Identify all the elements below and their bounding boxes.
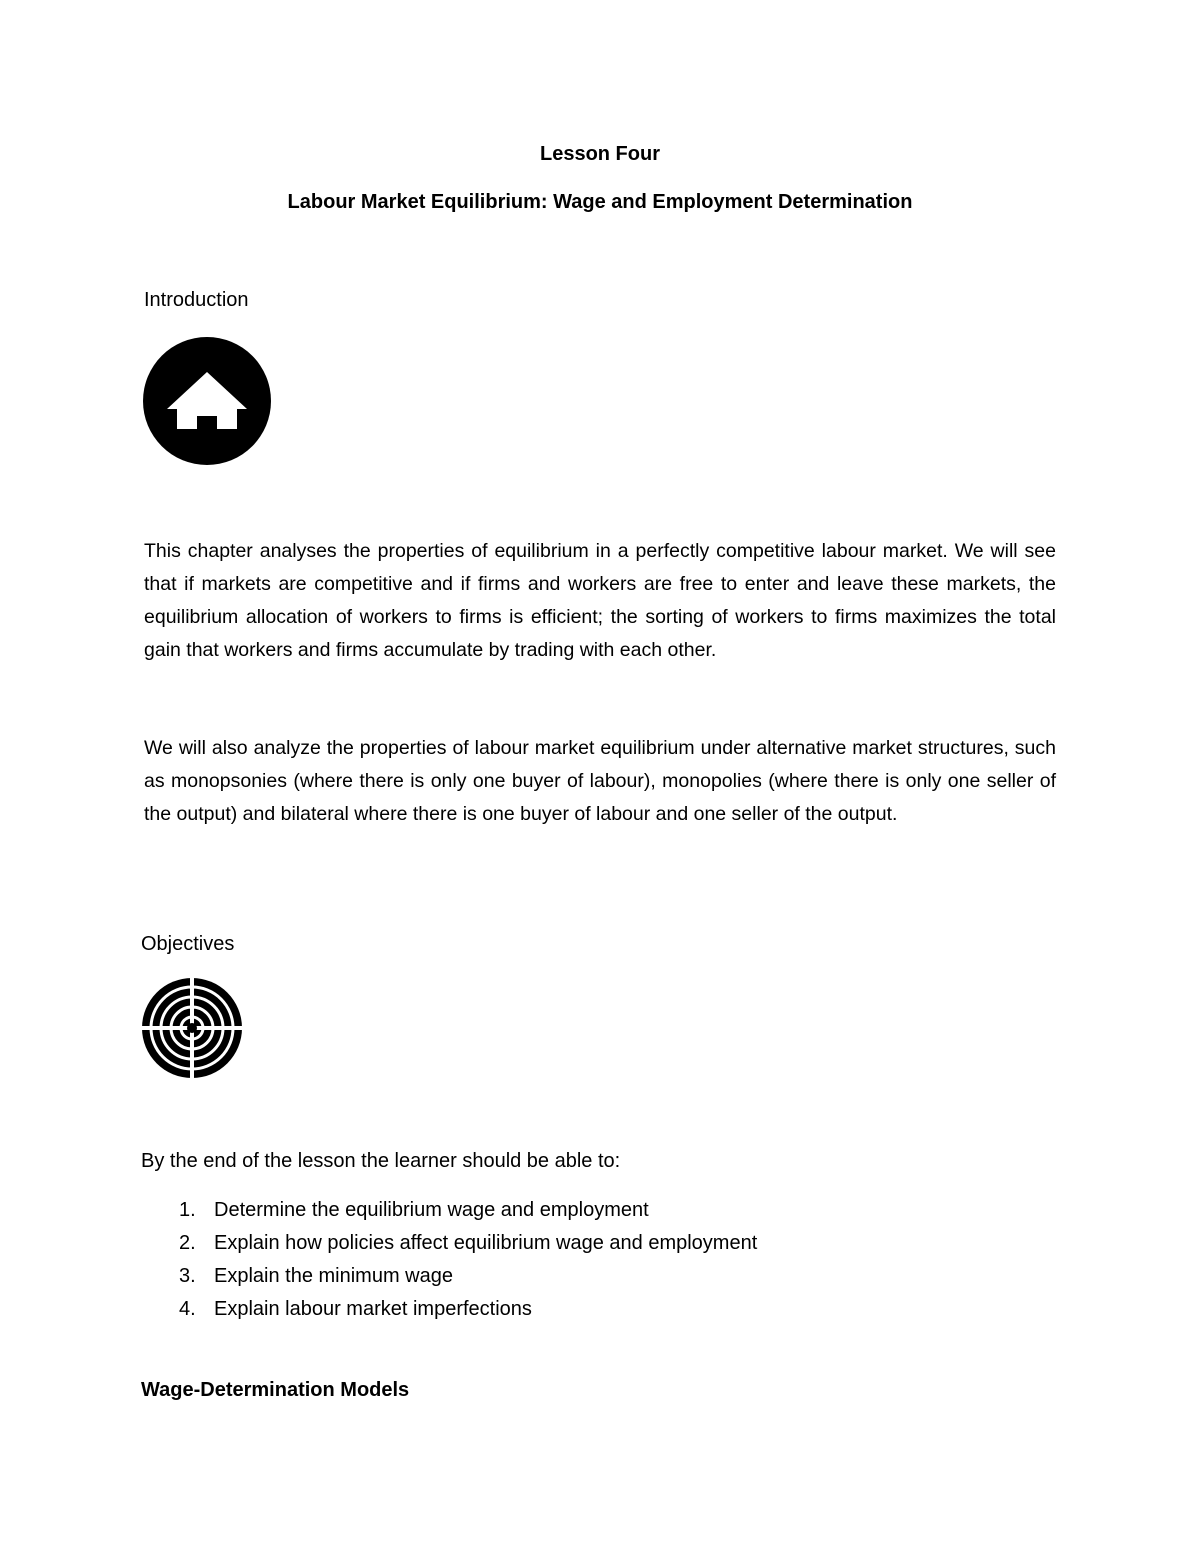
page-title: Labour Market Equilibrium: Wage and Employment Determination	[287, 191, 913, 213]
list-item	[141, 1260, 757, 1293]
list-item-number: 4.	[179, 1298, 196, 1320]
intro-paragraph-1: This chapter analyses the properties of equilibrium in a perfectly competitive labour market. We will see that if markets are competitive and if firms and workers are free to enter and leave these markets, the equilibrium allocation of workers to firms is efficient; the sorting of workers to firms maximizes the total gain that workers and firms accumulate by trading with each other.	[144, 540, 1056, 661]
list-item-text: Determine the equilibrium wage and employment	[214, 1199, 649, 1221]
list-item	[141, 1227, 757, 1260]
list-item-number: 3.	[179, 1265, 196, 1287]
lesson-label: Lesson Four	[539, 143, 660, 165]
objectives-list	[141, 1194, 757, 1326]
intro-paragraph-2: We will also analyze the properties of labour market equilibrium under alternative market structures, such as monopsonies (where there is only one buyer of labour), monopolies (where there is only one seller of the output) and bilateral where there is one buyer of labour and one seller of the output.	[144, 737, 1056, 825]
list-item-text: Explain labour market imperfections	[214, 1298, 532, 1320]
introduction-heading: Introduction	[144, 289, 249, 311]
section-heading-wage-models: Wage-Determination Models	[141, 1379, 410, 1401]
list-item-number: 1.	[179, 1199, 196, 1221]
list-item-text: Explain the minimum wage	[214, 1265, 453, 1287]
list-item	[141, 1293, 757, 1326]
home-icon	[143, 337, 271, 465]
list-item-text: Explain how policies affect equilibrium wage and employment	[214, 1232, 758, 1254]
objectives-lead: By the end of the lesson the learner should be able to:	[141, 1150, 621, 1172]
list-item	[141, 1194, 757, 1227]
objectives-heading: Objectives	[141, 933, 235, 955]
target-icon	[141, 977, 243, 1079]
list-item-number: 2.	[179, 1232, 196, 1254]
